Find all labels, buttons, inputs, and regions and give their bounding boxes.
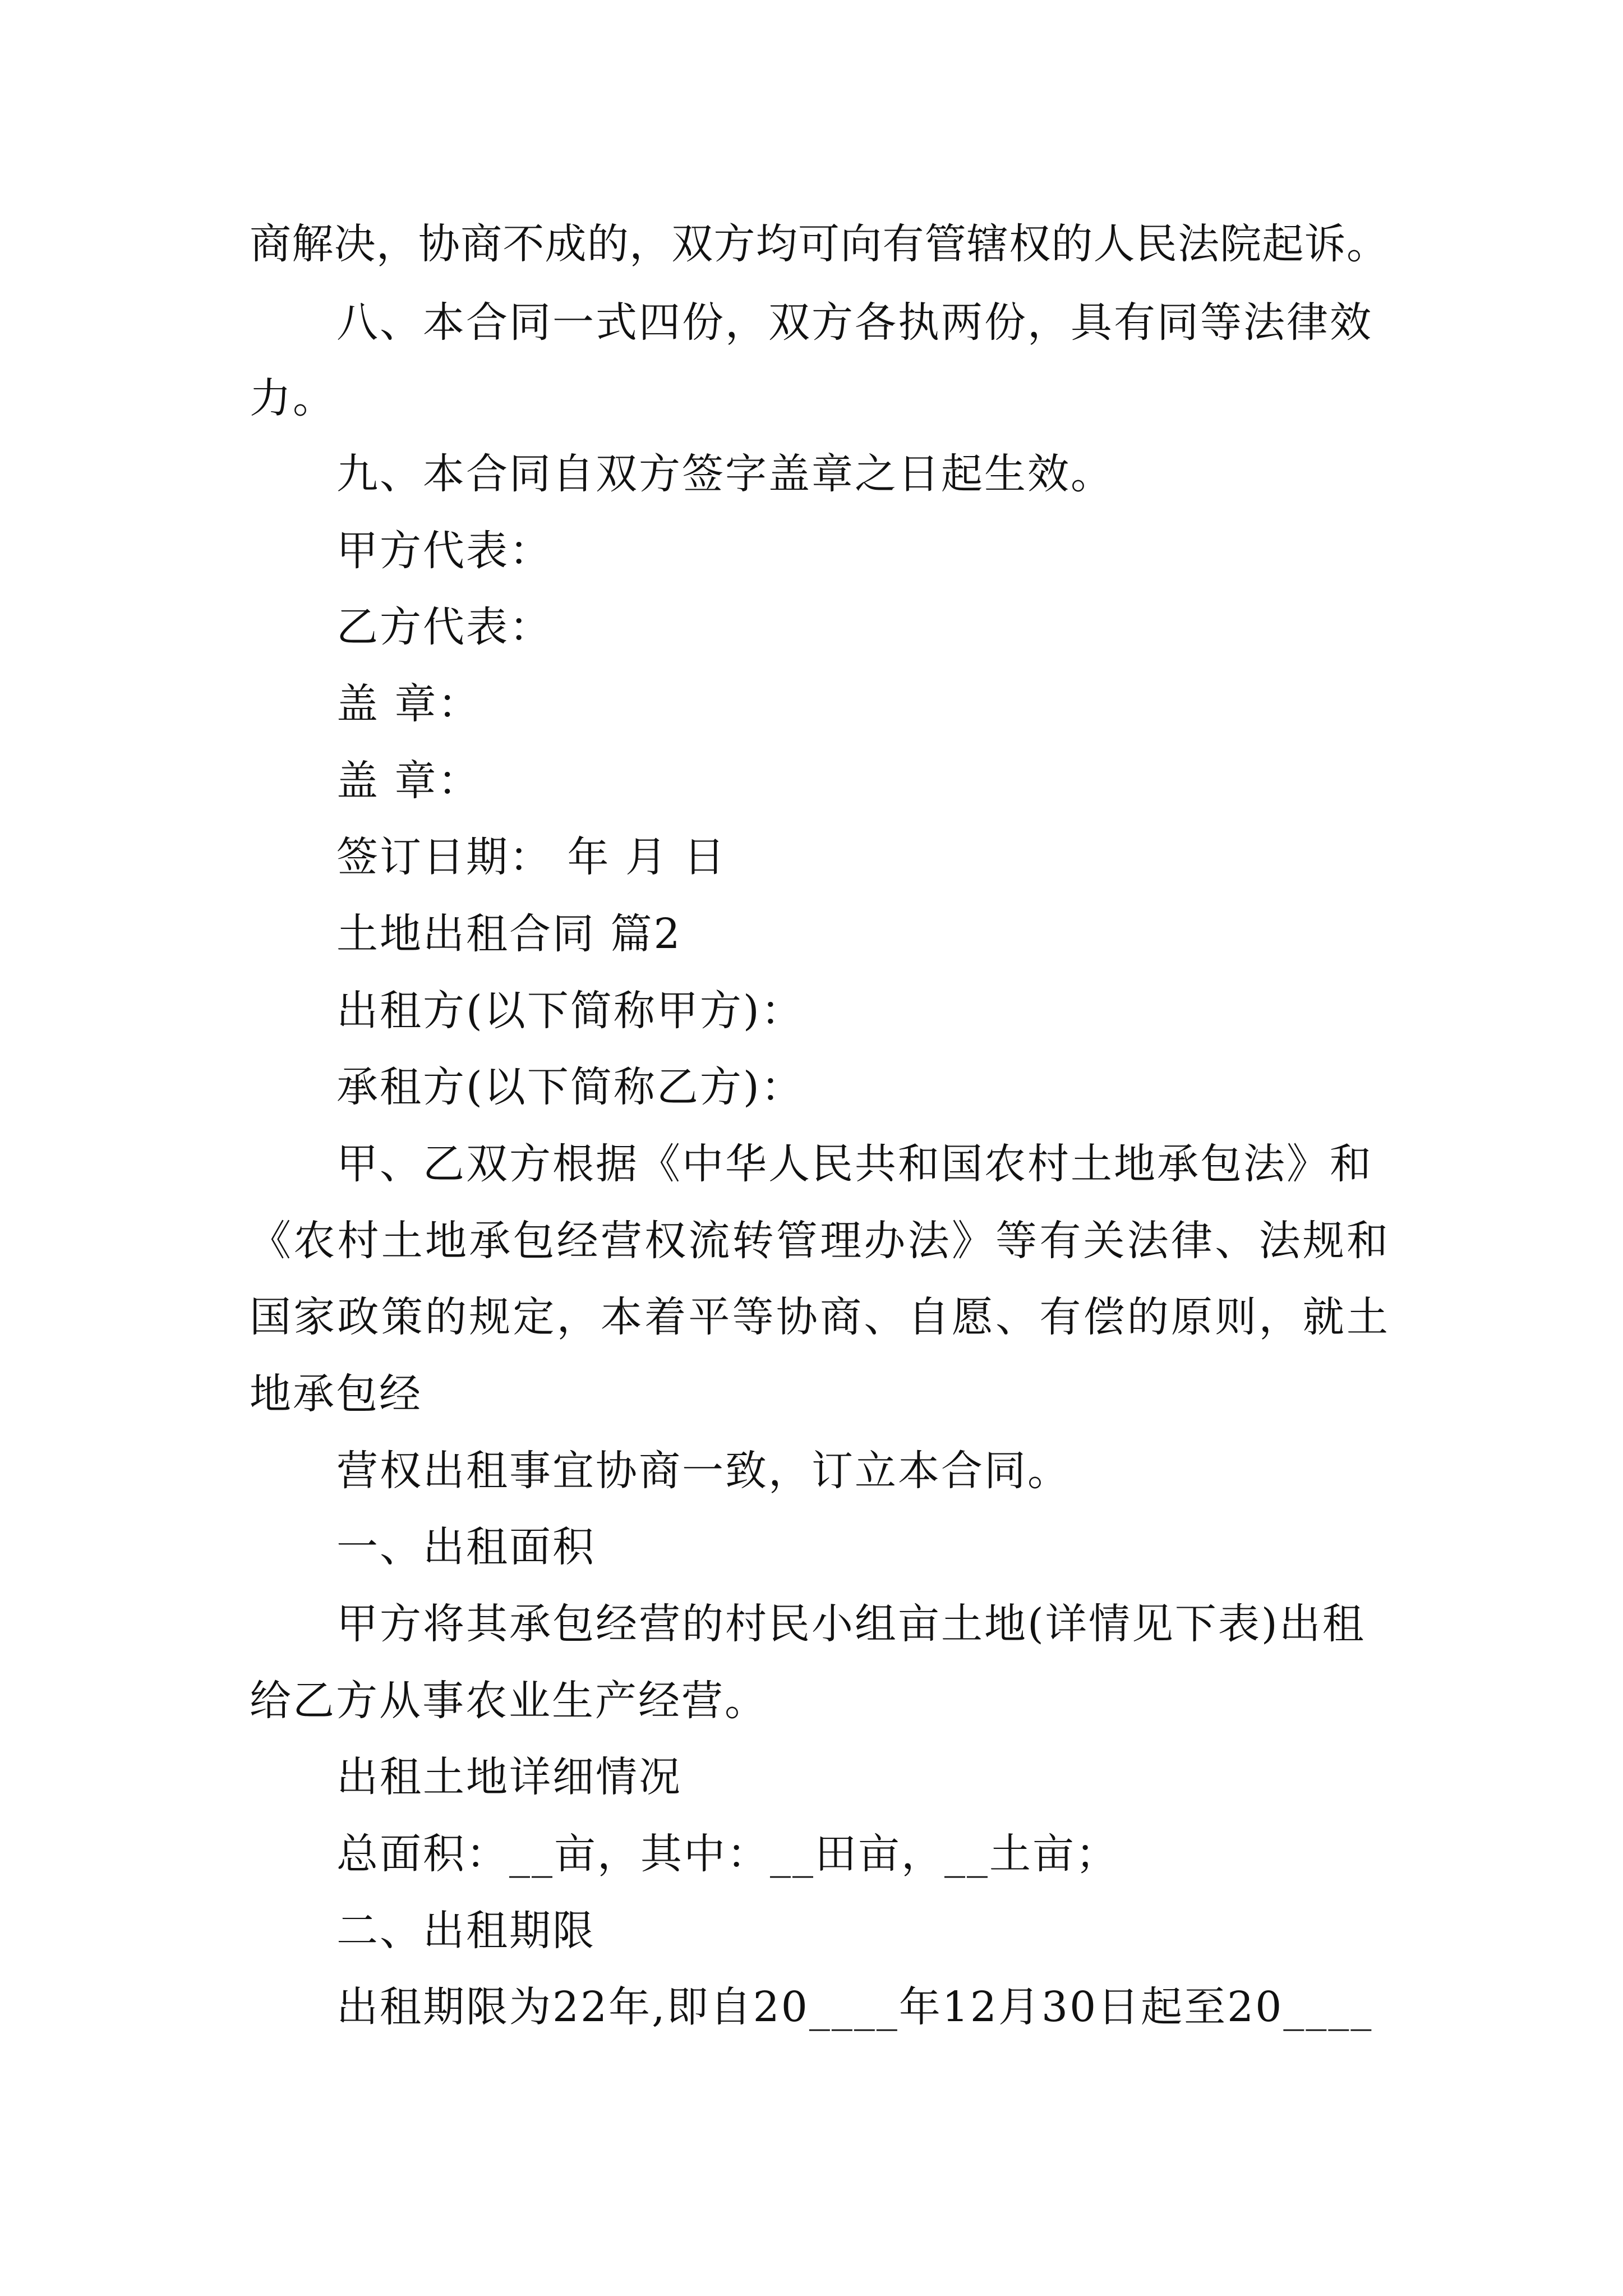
text-line-24: 出租期限为22年,即自20____年12月30日起至20____ [336,1983,1373,2031]
text-line-10: 土地出租合同 篇2 [336,910,682,958]
text-line-19: 甲方将其承包经营的村民小组亩土地(详情见下表)出租 [336,1600,1366,1648]
text-line-2: 八、本合同一式四份，双方各执两份，具有同等法律效 [336,298,1373,347]
text-line-21: 出租土地详细情况 [336,1753,682,1801]
text-line-20: 给乙方从事农业生产经营。 [250,1677,768,1725]
text-line-5: 甲方代表： [336,527,552,575]
text-line-16: 地承包经 [250,1370,422,1418]
text-line-13: 甲、乙双方根据《中华人民共和国农村土地承包法》和 [336,1140,1373,1188]
text-line-6: 乙方代表： [336,603,552,651]
text-line-8: 盖 章： [336,757,481,805]
text-line-3: 力。 [250,374,336,422]
text-line-9: 签订日期： 年 月 日 [336,833,727,881]
text-line-12: 承租方(以下简称乙方)： [336,1063,804,1111]
text-line-14: 《农村土地承包经营权流转管理办法》等有关法律、法规和 [250,1217,1388,1265]
text-line-7: 盖 章： [336,680,481,728]
text-line-4: 九、本合同自双方签字盖章之日起生效。 [336,450,1114,498]
text-line-15: 国家政策的规定，本着平等协商、自愿、有偿的原则，就土 [250,1293,1388,1341]
text-line-22: 总面积：__亩，其中：__田亩，__土亩； [336,1830,1119,1878]
text-line-18: 一、出租面积 [336,1523,596,1571]
text-line-11: 出租方(以下简称甲方)： [336,987,804,1035]
text-line-23: 二、出租期限 [336,1907,596,1955]
text-line-17: 营权出租事宜协商一致，订立本合同。 [336,1447,1071,1495]
text-line-1: 商解决，协商不成的，双方均可向有管辖权的人民法院起诉。 [250,220,1388,268]
